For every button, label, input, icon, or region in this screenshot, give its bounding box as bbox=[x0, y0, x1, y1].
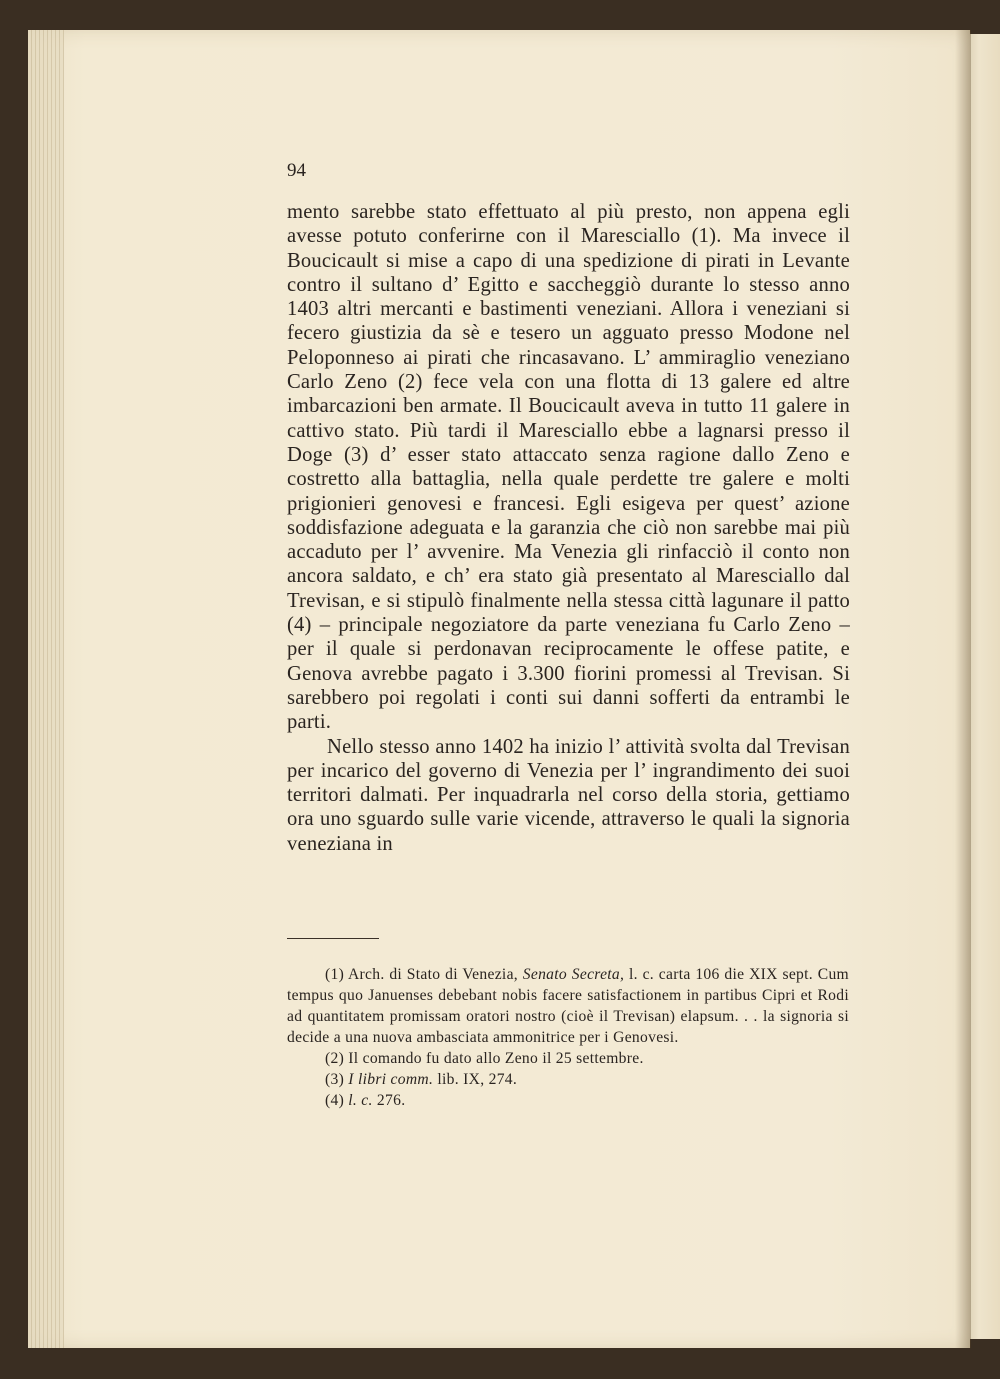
footnotes bbox=[287, 964, 849, 1111]
footnote-4 bbox=[287, 1090, 849, 1111]
footnote-3-source: I libri comm. bbox=[348, 1071, 434, 1088]
footnote-1 bbox=[287, 964, 849, 1048]
page-number: 94 bbox=[287, 160, 306, 181]
footnote-3-prefix: (3) bbox=[325, 1071, 349, 1088]
footnote-2: (2) Il comando fu dato allo Zeno il 25 settembre. bbox=[325, 1050, 644, 1067]
paragraph-2: Nello stesso anno 1402 ha inizio l’ attività svolta dal Trevisan per incarico del governo di Venezia per l’ ingrandimento dei suoi territori dalmati. Per inquadrarla nel corso della storia, gettiamo ora uno sguardo sulle varie vicende, attraverso le quali la signoria veneziana in bbox=[287, 735, 850, 855]
paragraph-1: mento sarebbe stato effettuato al più presto, non appena egli avesse potuto conferirne con il Maresciallo (1). Ma invece il Boucicault si mise a capo di una spedizione di pirati in Levante contro il sultano d’ Egitto e saccheggiò durante lo stesso anno 1403 altri mercanti e bastimenti veneziani. Allora i veneziani si fecero giustizia da sè e tesero un agguato presso Modone nel Peloponneso ai pirati che rincasavano. L’ ammiraglio veneziano Carlo Zeno (2) fece vela con una flotta di 13 galere ed altre imbarcazioni ben armate. Il Boucicault aveva in tutto 11 galere in cattivo stato. Più tardi il Maresciallo ebbe a lagnarsi presso il Doge (3) d’ esser stato attaccato senza ragione dallo Zeno e costretto alla battaglia, nella quale perdette tre galere e molti prigionieri genovesi e francesi. Egli esigeva per quest’ azione soddisfazione adeguata e la garanzia che ciò non sarebbe mai più accaduto per l’ avvenire. Ma Venezia gli rinfacciò il conto non ancora saldato, e ch’ era stato già presentato al Maresciallo dal Trevisan, e si stipulò finalmente nella stessa città lagunare il patto (4) – principale negoziatore da parte veneziana fu Carlo Zeno – per il quale si perdonavan reciprocamente le offese patite, e Genova avrebbe pagato i 3.300 fiorini promessi al Trevisan. Si sarebbero poi regolati i conti sui danni sofferti da entrambi le parti. bbox=[287, 201, 850, 734]
main-text bbox=[287, 200, 850, 856]
footnote-3-text: lib. IX, 274. bbox=[433, 1071, 518, 1088]
footnote-3 bbox=[287, 1069, 849, 1090]
footnote-1-source: Senato Secreta, bbox=[522, 966, 625, 983]
footnote-1-text: l. c. carta 106 die XIX sept. Cum tempus quo Januenses debebant nobis facere satisfactionem in partibus Cipri et Rodi ad quantitatem promissam oratori nostro (cioè il Trevisan) elapsum. . . la signoria si decide a una nuova ambasciata ammonitrice per i Genovesi. bbox=[287, 966, 849, 1046]
footnote-4-prefix: (4) bbox=[325, 1092, 349, 1109]
footnote-separator bbox=[287, 938, 379, 939]
gutter-shadow bbox=[955, 30, 971, 1348]
footnote-4-text: 276. bbox=[372, 1092, 406, 1109]
footnote-4-source: l. c. bbox=[348, 1092, 373, 1109]
footnote-1-prefix: (1) Arch. di Stato di Venezia, bbox=[325, 966, 523, 983]
page-stack-edges bbox=[28, 30, 64, 1348]
